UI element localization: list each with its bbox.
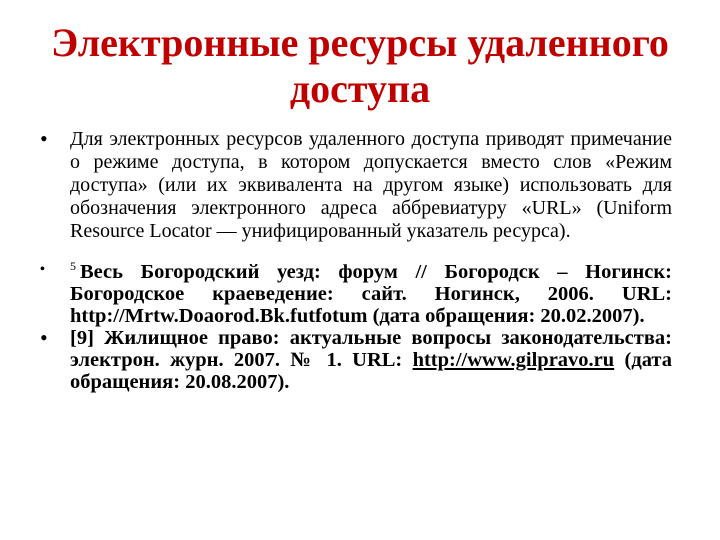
bullet-marker: •	[40, 126, 48, 151]
bullet-marker: •	[40, 325, 48, 350]
bullet-marker: •	[40, 262, 45, 277]
bullet-text-after-link: (дата обращения: 20.08.2007).	[70, 349, 672, 393]
journal-url-link[interactable]: http://www.gilpravo.ru	[412, 349, 615, 371]
bullet-item-url-note	[40, 128, 672, 243]
footnote-number: 5	[70, 259, 76, 274]
bullet-text: Для электронных ресурсов удаленного доступа приводят примечание о режиме доступа, в котором допускается вместо слов «Режим доступа» (или их эквивалента на другом языке) использовать для обозначения электронного адреса аббревиатуру «URL» (Uniform Resource Locator — унифицированный указатель ресурса).	[70, 128, 672, 242]
bullet-item-example-journal	[40, 327, 672, 393]
bullet-text-before-link: [9] Жилищное право: актуальные вопросы законодательства: электрон. журн. 2007. № 1. URL:	[70, 327, 672, 371]
bullet-item-example-forum	[40, 261, 672, 327]
bullet-text: Весь Богородский уезд: форум // Богородск – Ногинск: Богородское краеведение: сайт. Ногинск, 2006. URL: http://Mrtw.Doaorod.Bk.futfotum (дата обращения: 20.02.2007).	[70, 261, 672, 327]
bullet-list	[40, 128, 672, 393]
slide-title: Электронные ресурсы удаленного доступа	[51, 20, 669, 111]
